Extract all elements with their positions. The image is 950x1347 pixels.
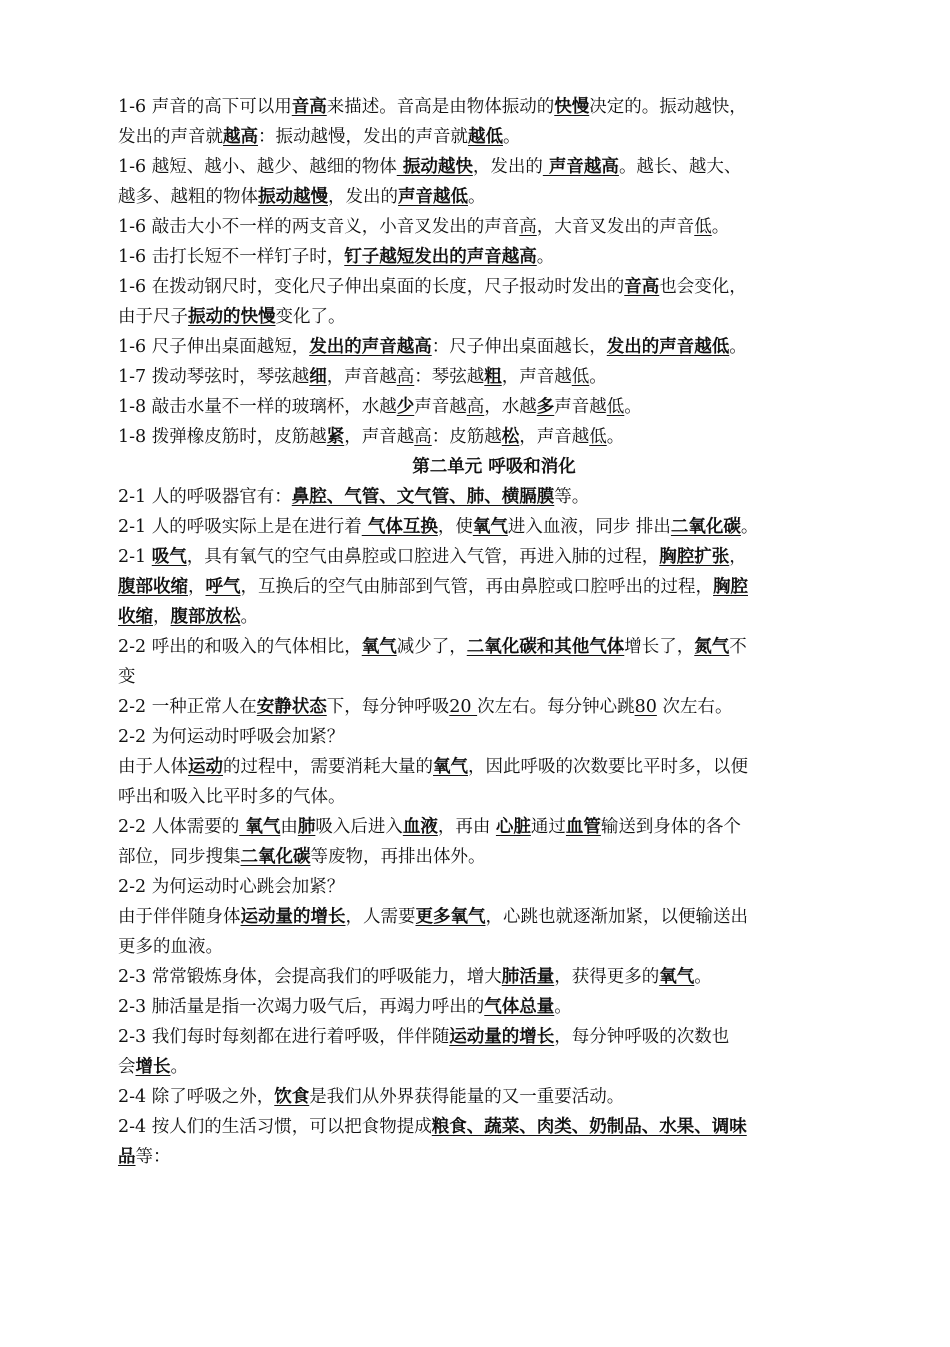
text-segment: 。 [711, 217, 730, 237]
text-segment: ， [153, 607, 171, 627]
text-segment: 由于人体 [118, 757, 188, 777]
text-line [118, 122, 840, 152]
underlined-answer: 肺 [297, 817, 316, 837]
text-segment: 等废物，再排出体外。 [310, 847, 486, 867]
document-body [118, 92, 840, 1172]
underlined-answer: 高 [466, 397, 485, 417]
underlined-answer: 运动 [188, 757, 223, 777]
underlined-answer: 振动越慢 [258, 187, 328, 207]
text-segment: 1-6 在拨动钢尺时，变化尺子伸出桌面的长度，尺子报动时发出的 [118, 277, 625, 297]
text-line [118, 1142, 840, 1172]
text-segment: ，再由 [437, 817, 496, 837]
text-segment: 2-3 我们每时每刻都在进行着呼吸，伴伴随 [118, 1027, 450, 1047]
text-segment: 进入血液，同步 排出 [507, 517, 671, 537]
text-segment: 。 [554, 997, 572, 1017]
underlined-answer: 胸腔扩张 [659, 547, 730, 567]
text-segment: 1-8 敲击水量不一样的玻璃杯，水越 [118, 397, 397, 417]
underlined-answer: 80 [634, 697, 657, 717]
underlined-answer: 收缩 [118, 607, 153, 627]
text-segment: ：皮筋越 [431, 427, 502, 447]
text-segment: 等。 [554, 487, 590, 507]
underlined-answer: 低 [694, 217, 712, 237]
text-segment: 的过程中，需要消耗大量的 [223, 757, 433, 777]
text-segment: 。 [170, 1057, 188, 1077]
underlined-answer: 高 [414, 427, 432, 447]
text-segment: ：琴弦越 [414, 367, 485, 387]
underlined-answer: 发出的声音越高 [309, 337, 432, 357]
underlined-answer: 更多氧气 [415, 907, 486, 927]
text-segment: 。 [503, 127, 521, 147]
underlined-answer: 多 [536, 397, 555, 417]
text-segment: 1-7 拨动琴弦时，琴弦越 [118, 367, 310, 387]
section-heading [118, 452, 840, 482]
text-segment: ，发出的 [328, 187, 398, 207]
underlined-answer: 少 [396, 397, 415, 417]
text-segment: ：振动越慢，发出的声音就 [258, 127, 468, 147]
underlined-answer: 氮气 [694, 637, 730, 657]
underlined-answer: 气体互换 [361, 517, 438, 537]
text-line [118, 392, 840, 422]
underlined-answer: 20 [449, 697, 478, 717]
text-segment: ，声音越 [501, 367, 572, 387]
underlined-answer: 氧气 [361, 637, 397, 657]
text-segment: 等： [135, 1147, 171, 1167]
underlined-answer: 安静状态 [256, 697, 327, 717]
text-line [118, 1022, 840, 1052]
underlined-answer: 二氧化碳 [240, 847, 311, 867]
text-segment: ，心跳也就逐渐加紧，以便输送出 [485, 907, 748, 927]
underlined-answer: 腹部放松 [170, 607, 241, 627]
text-segment: 呼出和吸入比平时多的气体。 [118, 787, 346, 807]
underlined-answer: 粮食、蔬菜、肉类、奶制品、水果、调味 [431, 1117, 747, 1137]
text-line [118, 782, 840, 812]
underlined-answer: 低 [589, 427, 607, 447]
text-segment: ， [188, 577, 206, 597]
text-segment: 次左右。每分钟心跳 [477, 697, 635, 717]
text-segment: 越多、越粗的物体 [118, 187, 258, 207]
text-line [118, 302, 840, 332]
text-line [118, 152, 840, 182]
text-line [118, 242, 840, 272]
text-line [118, 182, 840, 212]
underlined-answer: 声音越低 [398, 187, 468, 207]
text-segment: 更多的血液。 [118, 937, 223, 957]
text-segment: ，具有氧气的空气由鼻腔或口腔进入气管，再进入肺的过程， [186, 547, 660, 567]
underlined-answer: 氧气 [659, 967, 695, 987]
underlined-answer: 细 [309, 367, 327, 387]
underlined-answer: 血管 [565, 817, 601, 837]
underlined-answer: 松 [501, 427, 520, 447]
text-segment: 。越长、越大、 [618, 157, 742, 177]
text-segment: ，因此呼吸的次数要比平时多，以便 [468, 757, 748, 777]
underlined-answer: 紧 [326, 427, 345, 447]
underlined-answer: 音高 [291, 97, 327, 117]
underlined-answer: 鼻腔、气管、文气管、肺、横膈膜 [291, 487, 555, 507]
underlined-answer: 声音越高 [542, 157, 619, 177]
underlined-answer: 气体总量 [484, 997, 555, 1017]
text-segment: 会 [118, 1057, 136, 1077]
underlined-answer: 高 [396, 367, 415, 387]
text-segment: 2-2 人体需要的 [118, 817, 240, 837]
underlined-answer: 心脏 [495, 817, 531, 837]
text-line [118, 212, 840, 242]
text-line [118, 1082, 840, 1112]
text-segment: 也会变化， [659, 277, 747, 297]
text-segment: 吸入后进入 [315, 817, 403, 837]
text-segment: 2-3 常常锻炼身体，会提高我们的呼吸能力，增大 [118, 967, 502, 987]
underlined-answer: 快慢 [554, 97, 590, 117]
text-segment: 。 [536, 247, 555, 267]
underlined-answer: 粗 [484, 367, 502, 387]
text-line [118, 932, 840, 962]
text-segment: 通过 [530, 817, 566, 837]
text-segment: 。 [729, 337, 747, 357]
text-line [118, 692, 840, 722]
underlined-answer: 越高 [223, 127, 258, 147]
text-segment: 由 [280, 817, 298, 837]
text-segment: ，每分钟呼吸的次数也 [554, 1027, 730, 1047]
text-line [118, 1112, 840, 1142]
text-segment: 2-1 [118, 547, 152, 567]
text-segment: 。 [240, 607, 258, 627]
text-segment: 2-3 肺活量是指一次竭力吸气后，再竭力呼出的 [118, 997, 485, 1017]
text-line [118, 662, 840, 692]
text-segment: 。 [606, 427, 625, 447]
text-line [118, 422, 840, 452]
text-segment: 2-1 人的呼吸器官有： [118, 487, 292, 507]
text-segment: ，水越 [484, 397, 537, 417]
text-segment: 输送到身体的各个 [600, 817, 741, 837]
text-line [118, 962, 840, 992]
text-segment: 增长了， [624, 637, 695, 657]
text-segment: 1-6 敲击大小不一样的两支音义，小音叉发出的声音 [118, 217, 520, 237]
text-segment: 由于伴伴随身体 [118, 907, 241, 927]
text-segment: 。 [468, 187, 486, 207]
text-segment: 变化了。 [275, 307, 346, 327]
text-line [118, 812, 840, 842]
underlined-answer: 品 [118, 1147, 136, 1167]
text-segment: 下，每分钟呼吸 [326, 697, 450, 717]
text-line [118, 992, 840, 1022]
underlined-answer: 氧气 [472, 517, 508, 537]
text-segment: 1-6 声音的高下可以用 [118, 97, 292, 117]
underlined-answer: 低 [606, 397, 625, 417]
underlined-answer: 振动越快 [396, 157, 473, 177]
text-segment: 声音越 [414, 397, 467, 417]
underlined-answer: 氧气 [239, 817, 281, 837]
text-segment: 1-6 越短、越小、越少、越细的物体 [118, 157, 397, 177]
text-segment: 2-2 呼出的和吸入的气体相比， [118, 637, 362, 657]
underlined-answer: 低 [571, 367, 590, 387]
text-line [118, 602, 840, 632]
text-segment: ，发出的 [472, 157, 543, 177]
text-segment: 发出的声音就 [118, 127, 223, 147]
text-segment: ：尺子伸出桌面越长， [431, 337, 607, 357]
underlined-answer: 饮食 [274, 1087, 310, 1107]
text-segment: 1-8 拨弹橡皮筋时，皮筋越 [118, 427, 327, 447]
text-line [118, 842, 840, 872]
text-segment: ，声音越 [344, 427, 415, 447]
text-segment: 2-4 按人们的生活习惯，可以把食物提成 [118, 1117, 432, 1137]
text-line [118, 872, 840, 902]
text-segment: 决定的。振动越快， [589, 97, 747, 117]
underlined-answer: 发出的声音越低 [606, 337, 730, 357]
underlined-answer: 钉子越短发出的声音越高 [344, 247, 537, 267]
text-line [118, 752, 840, 782]
underlined-answer: 二氧化碳和其他气体 [466, 637, 625, 657]
text-line [118, 902, 840, 932]
text-segment: 2-2 为何运动时呼吸会加紧？ [118, 727, 345, 747]
underlined-answer: 运动量的增长 [449, 1027, 555, 1047]
text-segment: 。 [694, 967, 712, 987]
text-segment: 。 [589, 367, 607, 387]
text-line [118, 272, 840, 302]
text-line [118, 512, 840, 542]
text-segment: 2-2 为何运动时心跳会加紧？ [118, 877, 345, 897]
text-line [118, 482, 840, 512]
text-segment: 1-6 击打长短不一样钉子时， [118, 247, 345, 267]
underlined-answer: 呼气 [205, 577, 241, 597]
text-segment: 减少了， [396, 637, 467, 657]
text-line [118, 362, 840, 392]
text-segment: 。 [740, 517, 759, 537]
underlined-answer: 音高 [624, 277, 660, 297]
text-segment: 次左右。 [656, 697, 733, 717]
underlined-answer: 吸气 [151, 547, 187, 567]
text-segment: 部位，同步搜集 [118, 847, 241, 867]
underlined-answer: 高 [519, 217, 537, 237]
text-segment: 1-6 尺子伸出桌面越短， [118, 337, 310, 357]
text-line [118, 722, 840, 752]
text-segment: 变 [118, 667, 136, 687]
text-segment: ，声音越 [326, 367, 397, 387]
underlined-answer: 胸腔 [713, 577, 748, 597]
text-segment: 声音越 [554, 397, 607, 417]
text-line [118, 632, 840, 662]
text-segment: 。 [624, 397, 642, 417]
text-segment: 第二单元 呼吸和消化 [412, 457, 576, 477]
text-segment: ，声音越 [519, 427, 590, 447]
text-line [118, 1052, 840, 1082]
underlined-answer: 增长 [135, 1057, 171, 1077]
underlined-answer: 氧气 [433, 757, 468, 777]
text-line [118, 572, 840, 602]
underlined-answer: 运动量的增长 [240, 907, 346, 927]
text-line [118, 332, 840, 362]
text-line [118, 542, 840, 572]
text-segment: ， [729, 547, 747, 567]
underlined-answer: 越低 [468, 127, 503, 147]
text-segment: 来描述。音高是由物体振动的 [326, 97, 555, 117]
text-line [118, 92, 840, 122]
underlined-answer: 肺活量 [501, 967, 555, 987]
underlined-answer: 二氧化碳 [670, 517, 741, 537]
text-segment: 2-4 除了呼吸之外， [118, 1087, 275, 1107]
text-segment: ，使 [437, 517, 473, 537]
text-segment: ，大音叉发出的声音 [536, 217, 695, 237]
text-segment: 是我们从外界获得能量的又一重要活动。 [309, 1087, 625, 1107]
text-segment: 由于尺子 [118, 307, 188, 327]
text-segment: ，互换后的空气由肺部到气管，再由鼻腔或口腔呼出的过程， [240, 577, 713, 597]
text-segment: 不 [729, 637, 747, 657]
underlined-answer: 腹部收缩 [118, 577, 188, 597]
underlined-answer: 血液 [402, 817, 438, 837]
underlined-answer: 振动的快慢 [188, 307, 276, 327]
text-segment: ，人需要 [345, 907, 416, 927]
text-segment: 2-2 一种正常人在 [118, 697, 257, 717]
text-segment: ，获得更多的 [554, 967, 660, 987]
text-segment: 2-1 人的呼吸实际上是在进行着 [118, 517, 362, 537]
